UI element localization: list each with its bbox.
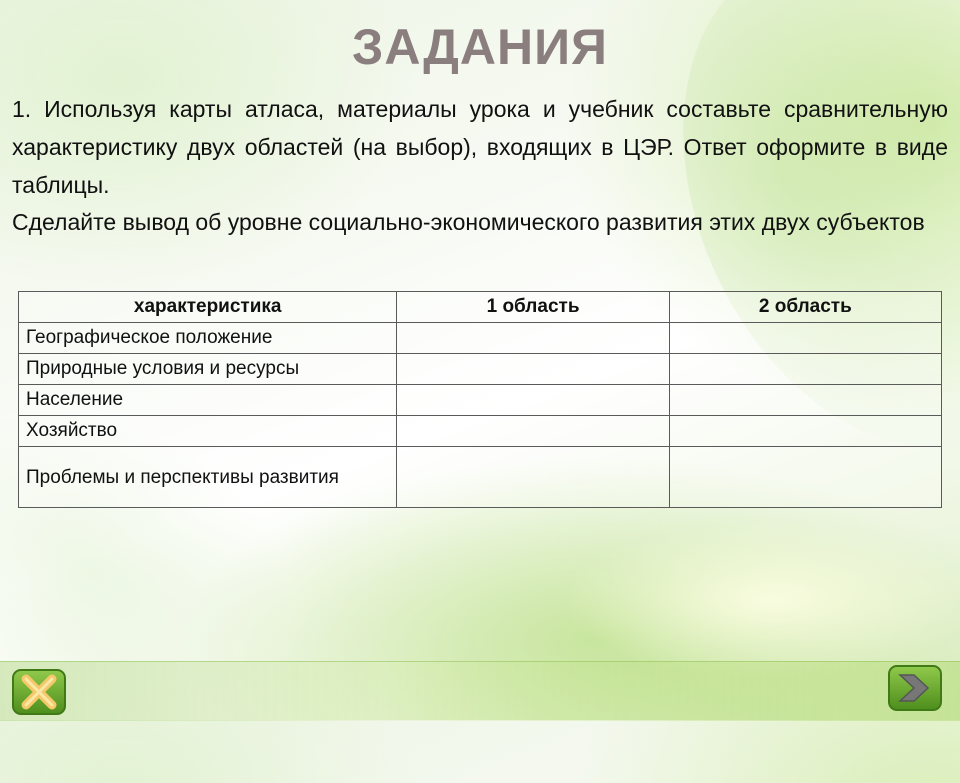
comparison-table bbox=[18, 291, 942, 508]
slide-title: ЗАДАНИЯ bbox=[352, 19, 608, 75]
table-header-row bbox=[19, 292, 942, 323]
table-row bbox=[19, 447, 942, 508]
region-2-cell[interactable] bbox=[669, 354, 941, 385]
region-1-cell[interactable] bbox=[397, 416, 669, 447]
row-label: Географическое положение bbox=[19, 323, 397, 354]
next-arrow-icon bbox=[890, 667, 940, 709]
region-2-cell[interactable] bbox=[669, 385, 941, 416]
conclusion-paragraph: Сделайте вывод об уровне социально-экономического развития этих двух субъектов bbox=[12, 209, 925, 235]
bottom-navigation-bar bbox=[0, 661, 960, 721]
header-region-2: 2 область bbox=[669, 292, 941, 323]
close-button[interactable] bbox=[12, 669, 66, 715]
region-2-cell[interactable] bbox=[669, 416, 941, 447]
region-1-cell[interactable] bbox=[397, 323, 669, 354]
region-2-cell[interactable] bbox=[669, 447, 941, 508]
header-characteristic: характеристика bbox=[19, 292, 397, 323]
row-label: Проблемы и перспективы развития bbox=[19, 447, 397, 508]
region-2-cell[interactable] bbox=[669, 323, 941, 354]
region-1-cell[interactable] bbox=[397, 354, 669, 385]
row-label: Природные условия и ресурсы bbox=[19, 354, 397, 385]
region-1-cell[interactable] bbox=[397, 447, 669, 508]
table-row bbox=[19, 416, 942, 447]
background-glow bbox=[560, 520, 960, 680]
table-row bbox=[19, 385, 942, 416]
table-row bbox=[19, 323, 942, 354]
table-row bbox=[19, 354, 942, 385]
header-region-1: 1 область bbox=[397, 292, 669, 323]
task-paragraph: 1. Используя карты атласа, материалы урока и учебник составьте сравнительную характеристику двух областей (на выбор), входящих в ЦЭР. Ответ оформите в виде таблицы. bbox=[12, 96, 948, 198]
close-x-icon bbox=[14, 671, 64, 713]
row-label: Хозяйство bbox=[19, 416, 397, 447]
region-1-cell[interactable] bbox=[397, 385, 669, 416]
next-slide-button[interactable] bbox=[888, 665, 942, 711]
row-label: Население bbox=[19, 385, 397, 416]
